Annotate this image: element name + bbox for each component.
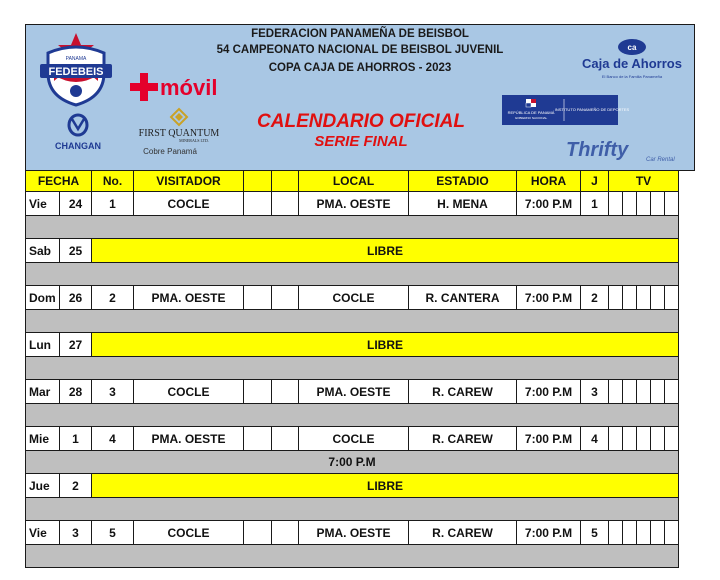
tv-cell xyxy=(609,380,623,404)
spacer-note xyxy=(26,357,679,380)
spacer-note xyxy=(26,498,679,521)
spacer-row xyxy=(26,498,679,521)
tv-cell xyxy=(665,427,679,451)
blank-cell xyxy=(244,192,272,216)
cup-title: COPA CAJA DE AHORROS - 2023 xyxy=(268,62,452,74)
game-j-cell: 1 xyxy=(581,192,609,216)
blank-cell xyxy=(272,521,299,545)
tv-cell xyxy=(609,286,623,310)
date-cell: 27 xyxy=(60,333,92,357)
col-local: LOCAL xyxy=(299,171,409,192)
visitor-cell: PMA. OESTE xyxy=(134,427,244,451)
schedule-body xyxy=(26,192,679,568)
tv-cell xyxy=(637,286,651,310)
ipd-right: INSTITUTO PANAMEÑO DE DEPORTES xyxy=(554,107,630,112)
tv-cell xyxy=(623,521,637,545)
blank-cell xyxy=(272,427,299,451)
caja-text: Caja de Ahorros xyxy=(582,56,682,71)
blank-cell xyxy=(272,380,299,404)
schedule-sheet xyxy=(25,24,695,580)
federation-title: FEDERACION PANAMEÑA DE BEISBOL xyxy=(251,28,469,40)
col-blank-1 xyxy=(244,171,272,192)
day-cell: Jue xyxy=(26,474,60,498)
col-tv: TV xyxy=(609,171,679,192)
header-banner xyxy=(25,24,695,171)
time-cell: 7:00 P.M xyxy=(517,380,581,404)
spacer-note xyxy=(26,545,679,568)
visitor-cell: COCLE xyxy=(134,192,244,216)
thrifty-logo xyxy=(560,135,690,165)
game-row xyxy=(26,521,679,545)
tv-cell xyxy=(651,286,665,310)
tv-cell xyxy=(651,521,665,545)
fq-text: FIRST QUANTUM xyxy=(138,128,220,139)
stadium-cell: R. CANTERA xyxy=(409,286,517,310)
tv-cell xyxy=(609,192,623,216)
blank-cell xyxy=(244,286,272,310)
time-cell: 7:00 P.M xyxy=(517,521,581,545)
date-cell: 26 xyxy=(60,286,92,310)
stadium-cell: R. CAREW xyxy=(409,521,517,545)
day-cell: Vie xyxy=(26,521,60,545)
day-cell: Dom xyxy=(26,286,60,310)
stadium-cell: R. CAREW xyxy=(409,380,517,404)
movil-logo xyxy=(126,67,236,103)
tv-cell xyxy=(623,286,637,310)
tv-cell xyxy=(651,427,665,451)
stadium-cell: R. CAREW xyxy=(409,427,517,451)
first-quantum-logo xyxy=(134,107,224,157)
tv-cell xyxy=(637,521,651,545)
header-row xyxy=(26,171,679,192)
game-row xyxy=(26,192,679,216)
tv-cell xyxy=(665,192,679,216)
game-number-cell: 3 xyxy=(92,380,134,404)
date-cell: 28 xyxy=(60,380,92,404)
spacer-row xyxy=(26,545,679,568)
col-hora: HORA xyxy=(517,171,581,192)
time-cell: 7:00 P.M xyxy=(517,427,581,451)
fq-small: MINERALS LTD. xyxy=(179,138,209,143)
local-cell: COCLE xyxy=(299,427,409,451)
date-cell: 3 xyxy=(60,521,92,545)
spacer-row xyxy=(26,451,679,474)
spacer-note xyxy=(26,263,679,286)
tv-cell xyxy=(623,427,637,451)
game-row xyxy=(26,380,679,404)
visitor-cell: PMA. OESTE xyxy=(134,286,244,310)
col-j: J xyxy=(581,171,609,192)
date-cell: 1 xyxy=(60,427,92,451)
local-cell: PMA. OESTE xyxy=(299,380,409,404)
col-fecha: FECHA xyxy=(26,171,92,192)
tv-cell xyxy=(665,286,679,310)
blank-cell xyxy=(244,380,272,404)
day-cell: Mar xyxy=(26,380,60,404)
game-j-cell: 5 xyxy=(581,521,609,545)
rest-day-label: LIBRE xyxy=(92,333,679,357)
time-cell: 7:00 P.M xyxy=(517,286,581,310)
caja-tag: El Banco de la Familia Panameña xyxy=(601,74,663,79)
stadium-cell: H. MENA xyxy=(409,192,517,216)
game-number-cell: 5 xyxy=(92,521,134,545)
day-cell: Sab xyxy=(26,239,60,263)
game-row xyxy=(26,286,679,310)
ipd-left-small: GOBIERNO NACIONAL xyxy=(514,116,548,120)
local-cell: PMA. OESTE xyxy=(299,521,409,545)
tv-cell xyxy=(665,380,679,404)
spacer-note xyxy=(26,216,679,239)
calendar-title: CALENDARIO OFICIAL xyxy=(257,111,465,132)
tv-cell xyxy=(637,427,651,451)
spacer-note xyxy=(26,404,679,427)
game-j-cell: 3 xyxy=(581,380,609,404)
svg-text:ca: ca xyxy=(627,43,637,52)
game-number-cell: 2 xyxy=(92,286,134,310)
cobre-text: Cobre Panamá xyxy=(143,147,197,156)
day-cell: Lun xyxy=(26,333,60,357)
col-blank-2 xyxy=(272,171,299,192)
fedebeis-top: PANAMA xyxy=(65,56,87,62)
spacer-note xyxy=(26,310,679,333)
spacer-row xyxy=(26,404,679,427)
blank-cell xyxy=(244,427,272,451)
spacer-row xyxy=(26,357,679,380)
date-cell: 25 xyxy=(60,239,92,263)
blank-cell xyxy=(272,192,299,216)
col-estadio: ESTADIO xyxy=(409,171,517,192)
visitor-cell: COCLE xyxy=(134,380,244,404)
spacer-row xyxy=(26,310,679,333)
date-cell: 24 xyxy=(60,192,92,216)
rest-day-row xyxy=(26,333,679,357)
rest-day-row xyxy=(26,239,679,263)
game-j-cell: 4 xyxy=(581,427,609,451)
caja-de-ahorros-logo xyxy=(546,37,686,87)
col-no: No. xyxy=(92,171,134,192)
tv-cell xyxy=(651,192,665,216)
tv-cell xyxy=(637,192,651,216)
tv-cell xyxy=(609,521,623,545)
championship-title: 54 CAMPEONATO NACIONAL DE BEISBOL JUVENIL xyxy=(216,44,504,56)
rest-day-label: LIBRE xyxy=(92,474,679,498)
thrifty-text: Thrifty xyxy=(566,139,629,161)
changan-logo xyxy=(46,113,110,153)
day-cell: Mie xyxy=(26,427,60,451)
tv-cell xyxy=(623,380,637,404)
tv-cell xyxy=(623,192,637,216)
game-number-cell: 4 xyxy=(92,427,134,451)
schedule-table-wrap xyxy=(25,170,679,568)
visitor-cell: COCLE xyxy=(134,521,244,545)
ipd-left: REPÚBLICA DE PANAMÁ xyxy=(507,110,555,115)
changan-text: CHANGAN xyxy=(55,141,101,151)
rest-day-label: LIBRE xyxy=(92,239,679,263)
spacer-row xyxy=(26,216,679,239)
calendar-subtitle: SERIE FINAL xyxy=(314,133,408,150)
movil-text: móvil xyxy=(160,75,218,100)
blank-cell xyxy=(272,286,299,310)
time-cell: 7:00 P.M xyxy=(517,192,581,216)
game-j-cell: 2 xyxy=(581,286,609,310)
game-row xyxy=(26,427,679,451)
game-number-cell: 1 xyxy=(92,192,134,216)
thrifty-small: Car Rental xyxy=(646,157,675,163)
schedule-table xyxy=(25,170,679,568)
blank-cell xyxy=(244,521,272,545)
local-cell: PMA. OESTE xyxy=(299,192,409,216)
spacer-row xyxy=(26,263,679,286)
fedebeis-name: FEDEBEIS xyxy=(48,66,104,78)
tv-cell xyxy=(609,427,623,451)
tv-cell xyxy=(637,380,651,404)
fedebeis-logo xyxy=(34,31,118,107)
day-cell: Vie xyxy=(26,192,60,216)
spacer-note: 7:00 P.M xyxy=(26,451,679,474)
date-cell: 2 xyxy=(60,474,92,498)
ipd-logo xyxy=(502,95,630,125)
local-cell: COCLE xyxy=(299,286,409,310)
tv-cell xyxy=(651,380,665,404)
rest-day-row xyxy=(26,474,679,498)
col-visitador: VISITADOR xyxy=(134,171,244,192)
tv-cell xyxy=(665,521,679,545)
